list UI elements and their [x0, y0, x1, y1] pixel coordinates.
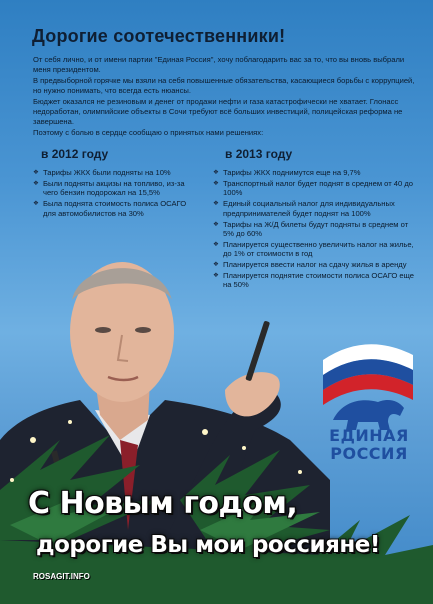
logo-text: РОССИЯ	[330, 444, 408, 463]
list-item: ❖ Была поднята стоимость полиса ОСАГО для автомобилистов на 30%	[33, 199, 198, 218]
greeting-line-1: С Новым годом,	[28, 486, 298, 521]
intro-paragraph: Бюджет оказался не резиновым и денег от продажи нефти и газа катастрофически не хватает. Глонасс недоработан, олимпийские объекты в Сочи требуют всё больших инвестиций, полицейская реформа не завершена.	[33, 96, 403, 127]
heading-2012: в 2012 году	[41, 147, 109, 161]
poster-title: Дорогие соотечественники!	[32, 26, 286, 46]
list-item: ❖ Единый социальный налог для индивидуальных предпринимателей будет поднят на 100%	[213, 199, 418, 218]
list-2012	[33, 168, 198, 220]
site-watermark: ROSAGIT.INFO	[33, 572, 90, 581]
intro-text	[33, 55, 418, 138]
list-item: ❖ Тарифы ЖКХ поднимутся еще на 9,7%	[213, 168, 418, 177]
intro-paragraph: В предвыборной горячке мы взяли на себя повышенные обязательства, касающиеся борьбы с коррупцией, но нужно понимать, что всегда есть нюансы.	[33, 75, 415, 96]
intro-paragraph: От себя лично, и от имени партии "Единая Россия", хочу поблагодарить вас за то, что вы вновь выбрали меня президентом.	[33, 55, 405, 75]
list-item: ❖ Тарифы на Ж/Д билеты будут подняты в среднем от 5% до 60%	[213, 220, 418, 239]
list-item: ❖ Планируется существенно увеличить налог на жилье, до 1% от стоимости в год	[213, 240, 418, 259]
list-item: ❖ Тарифы ЖКХ были подняты на 10%	[33, 168, 198, 177]
list-item: ❖ Планируется поднятие стоимости полиса ОСАГО еще на 50%	[213, 271, 418, 290]
heading-2013: в 2013 году	[225, 147, 293, 161]
intro-paragraph: Поэтому с болью в сердце сообщаю о принятых нами решениях:	[33, 127, 264, 137]
list-item: ❖ Транспортный налог будет поднят в среднем от 40 до 100%	[213, 179, 418, 198]
list-item: ❖ Планируется ввести налог на сдачу жилья в аренду	[213, 260, 418, 269]
logo-text: ЕДИНАЯ	[329, 426, 409, 445]
list-item: ❖ Были подняты акцизы на топливо, из-за чего бензин подорожал на 15,5%	[33, 179, 198, 198]
greeting-line-2: дорогие Вы мои россияне!	[36, 532, 380, 558]
